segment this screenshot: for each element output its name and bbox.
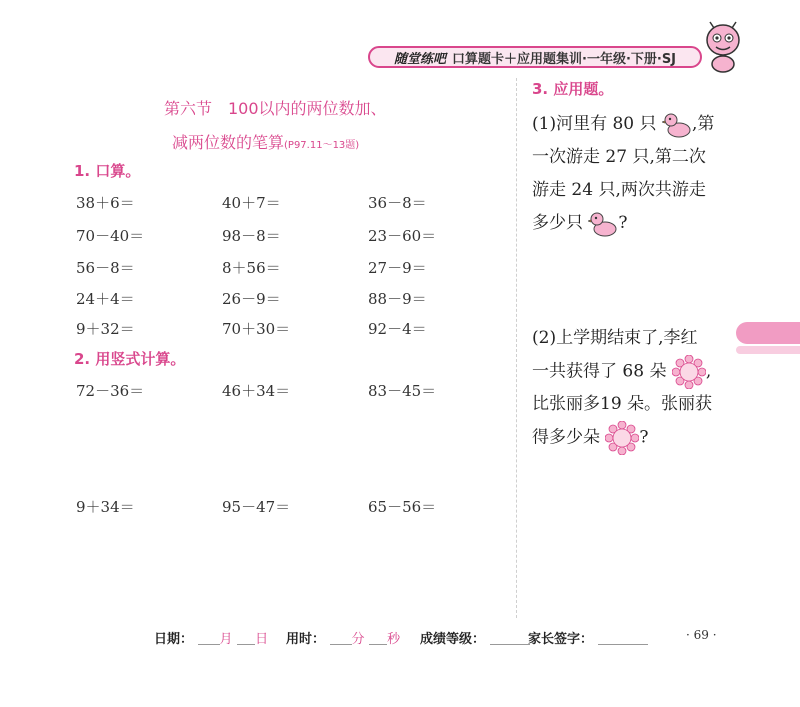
- q1-line1-end: ,第: [691, 114, 715, 134]
- q2-line2-text: 一共获得了 68 朵: [532, 361, 667, 382]
- header-banner: [368, 46, 702, 68]
- page-title-line2: [172, 130, 359, 153]
- oral-problem: 9＋32＝: [76, 320, 135, 338]
- chapter-tab: [736, 322, 800, 344]
- month-blank[interactable]: [198, 630, 220, 645]
- oral-problem: 40＋7＝: [222, 194, 281, 212]
- word-problem-2: [532, 322, 712, 454]
- q1-line4-end: ?: [618, 213, 628, 233]
- section3-heading: 3. 应用题。: [532, 80, 614, 98]
- q1-line1-text: (1)河里有 80 只: [532, 114, 657, 134]
- minute-blank[interactable]: [330, 630, 352, 645]
- vertical-problem: 65－56＝: [368, 498, 437, 516]
- vertical-problem: 83－45＝: [368, 382, 437, 400]
- minute-label: 分: [351, 632, 365, 647]
- q2-line4-end: ?: [639, 427, 649, 448]
- oral-problem: 36－8＝: [368, 194, 427, 212]
- footer-sign: [528, 628, 648, 647]
- section2-heading: 2. 用竖式计算。: [74, 350, 186, 368]
- date-label: 日期：: [154, 632, 194, 647]
- oral-problem: 70＋30＝: [222, 320, 291, 338]
- footer-time: [286, 628, 400, 647]
- q1-line3: 游走 24 只,两次共游走: [532, 180, 706, 200]
- flower-icon: [672, 355, 706, 389]
- oral-problem: 92－4＝: [368, 320, 427, 338]
- q2-line4-text: 得多少朵: [532, 427, 600, 448]
- sign-label: 家长签字：: [528, 632, 594, 647]
- oral-problem: 88－9＝: [368, 290, 427, 308]
- oral-problem: 38＋6＝: [76, 194, 135, 212]
- oral-problem: 23－60＝: [368, 227, 437, 245]
- flower-icon: [605, 421, 639, 455]
- duck-icon: [662, 110, 692, 140]
- oral-problem: 56－8＝: [76, 259, 135, 277]
- q2-line3: 比张丽多19 朵。张丽获: [532, 394, 713, 414]
- grade-blank[interactable]: [490, 630, 530, 645]
- footer-date: [154, 628, 268, 647]
- grade-label: 成绩等级：: [420, 632, 486, 647]
- page-title-ref: (P97.11～13题): [284, 140, 360, 151]
- q2-line1: (2)上学期结束了,李红: [532, 328, 698, 348]
- vertical-problem: 46＋34＝: [222, 382, 291, 400]
- column-divider: [516, 78, 517, 618]
- second-blank[interactable]: [369, 630, 387, 645]
- oral-problem: 27－9＝: [368, 259, 427, 277]
- mascot-icon: [700, 20, 746, 74]
- section1-heading: 1. 口算。: [74, 162, 141, 180]
- q2-line2-end: ,: [705, 361, 712, 382]
- page-title-line1: 第六节 100以内的两位数加、: [164, 99, 387, 118]
- oral-problem: 26－9＝: [222, 290, 281, 308]
- oral-problem: 98－8＝: [222, 227, 281, 245]
- duck-icon: [588, 209, 618, 239]
- footer-grade: [420, 628, 530, 647]
- vertical-problem: 9＋34＝: [76, 498, 135, 516]
- q1-line2: 一次游走 27 只,第二次: [532, 147, 706, 167]
- word-problem-1: [532, 108, 714, 240]
- vertical-problem: 72－36＝: [76, 382, 145, 400]
- oral-problem: 70－40＝: [76, 227, 145, 245]
- page-title-main: 减两位数的笔算: [172, 133, 285, 152]
- second-label: 秒: [387, 632, 401, 647]
- page-number: · 69 ·: [686, 628, 717, 642]
- banner-series: 口算题卡＋应用题集训·一年级·下册·SJ: [452, 51, 677, 67]
- vertical-problem: 95－47＝: [222, 498, 291, 516]
- oral-problem: 8＋56＝: [222, 259, 281, 277]
- oral-problem: 24＋4＝: [76, 290, 135, 308]
- sign-blank[interactable]: [598, 630, 648, 645]
- day-blank[interactable]: [237, 630, 255, 645]
- q1-line4-text: 多少只: [532, 213, 583, 233]
- chapter-tab-shadow: [736, 346, 800, 354]
- banner-brand: 随堂练吧: [393, 51, 446, 67]
- time-label: 用时：: [286, 632, 326, 647]
- day-label: 日: [255, 632, 269, 647]
- month-label: 月: [219, 632, 233, 647]
